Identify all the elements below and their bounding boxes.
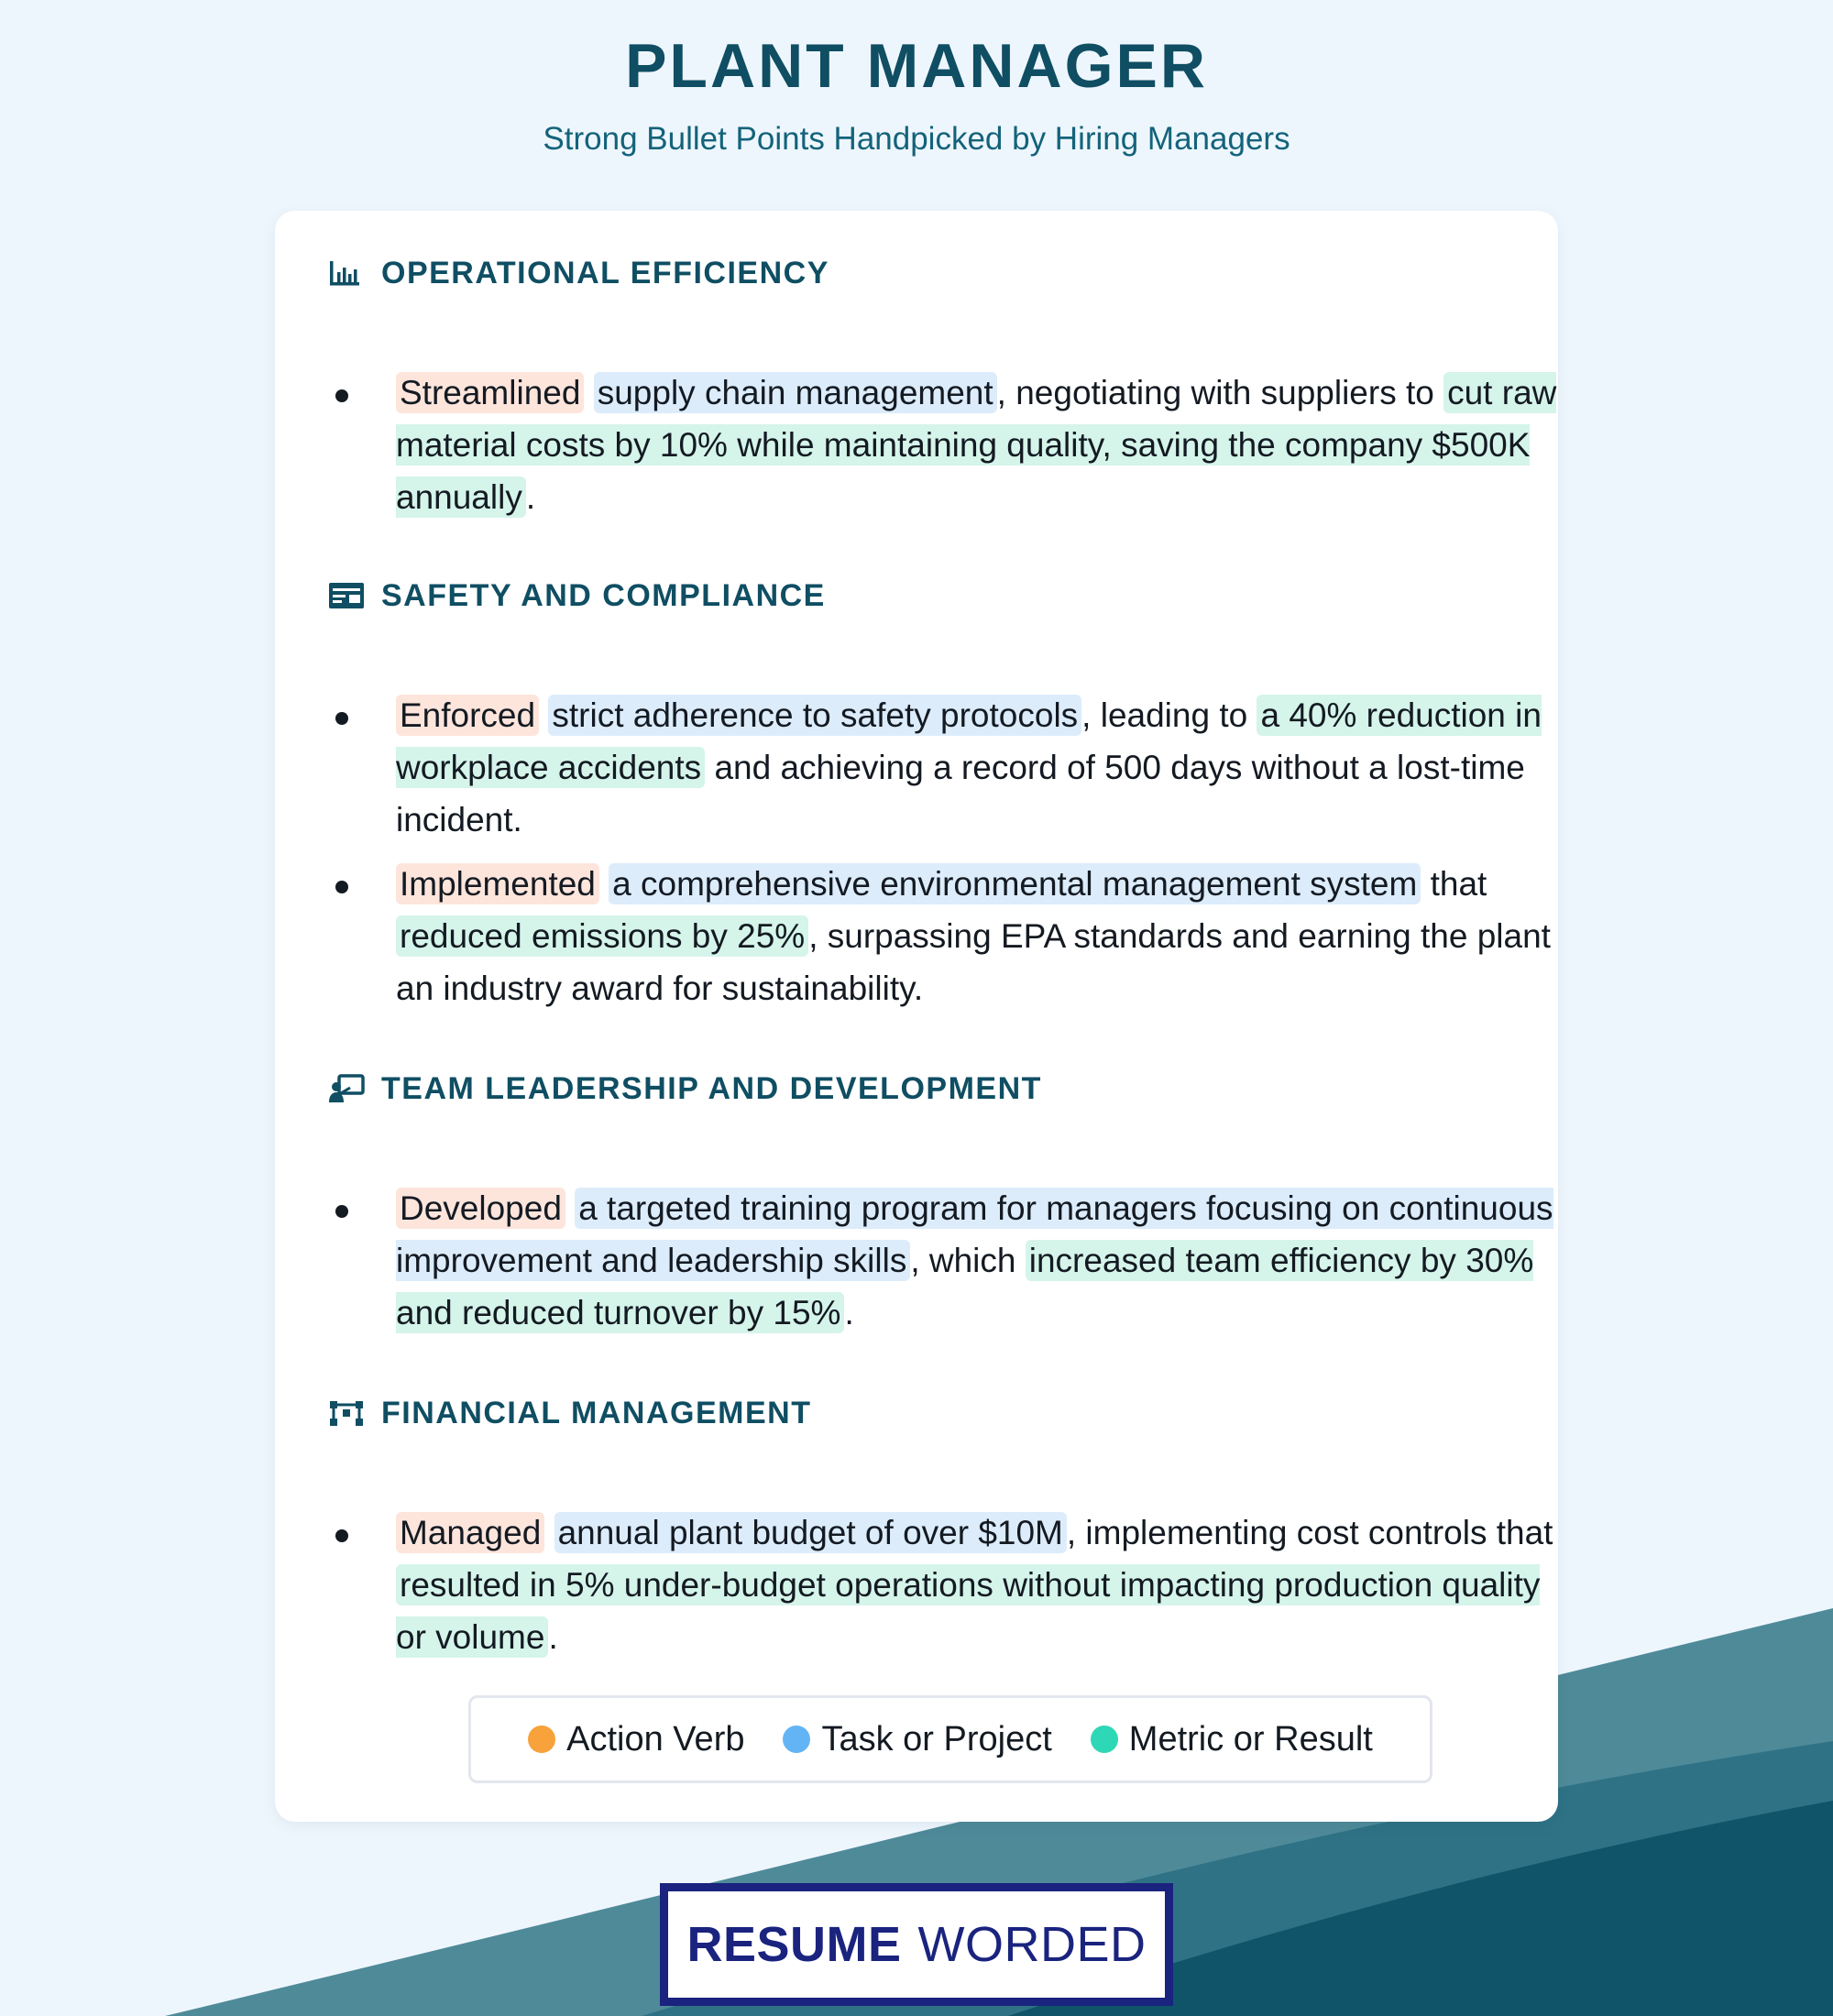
connector-text: , negotiating with suppliers to (996, 374, 1444, 411)
trailing-text: . (525, 478, 536, 516)
legend-item-metric (1091, 1720, 1373, 1759)
metric-phrase: cut raw material costs by 10% while maintaining quality, saving the company $500K annually (396, 374, 1557, 516)
network-icon (328, 1397, 363, 1429)
connector-text: , leading to (1081, 696, 1257, 734)
bullet-dot (335, 389, 348, 402)
metric-phrase: reduced emissions by 25% (396, 915, 808, 957)
legend-label: Action Verb (566, 1719, 745, 1759)
page-subtitle: Strong Bullet Points Handpicked by Hiring Managers (543, 121, 1290, 157)
connector-text: , implementing cost controls that (1066, 1514, 1553, 1551)
action-verb: Developed (396, 1188, 565, 1229)
metric-phrase: a 40% reduction in workplace accidents (396, 696, 1542, 786)
legend-item-action-verb (528, 1720, 744, 1759)
section-title: FINANCIAL MANAGEMENT (381, 1395, 812, 1430)
trailing-text: . (548, 1618, 558, 1656)
presentation-icon (328, 1073, 363, 1104)
section-title: OPERATIONAL EFFICIENCY (381, 255, 829, 290)
section-heading (328, 1391, 811, 1435)
bullet-text (396, 367, 1578, 523)
logo-bold-text: RESUME (686, 1917, 902, 1972)
task-phrase: annual plant budget of over $10M (554, 1512, 1067, 1553)
action-verb: Enforced (396, 695, 539, 736)
action-verb: Streamlined (396, 372, 584, 413)
metric-phrase: resulted in 5% under-budget operations without impacting production quality or volume (396, 1566, 1541, 1656)
orange-dot-icon (528, 1726, 555, 1753)
bullet-text (396, 1182, 1578, 1339)
section-heading (328, 574, 826, 618)
bullet-text (396, 858, 1578, 1014)
trailing-text: . (844, 1294, 854, 1331)
section-title: TEAM LEADERSHIP AND DEVELOPMENT (381, 1070, 1042, 1106)
bullet-text (396, 689, 1578, 846)
task-phrase: strict adherence to safety protocols (548, 695, 1081, 736)
page-header (0, 26, 1833, 159)
action-verb: Managed (396, 1512, 544, 1553)
teal-dot-icon (1091, 1726, 1118, 1753)
metric-phrase: increased team efficiency by 30% and reduced turnover by 15% (396, 1242, 1534, 1331)
trailing-text: and achieving a record of 500 days without a lost-time incident. (396, 749, 1525, 838)
bullet-text (396, 1507, 1578, 1663)
logo-regular-text: WORDED (917, 1917, 1147, 1972)
bullet-dot (335, 712, 348, 725)
highlight-legend (468, 1695, 1432, 1783)
id-card-icon (328, 580, 363, 611)
logo-box (668, 1891, 1165, 1998)
resume-worded-logo[interactable] (660, 1883, 1173, 2006)
section-heading (328, 1067, 1042, 1111)
bar-chart-icon (328, 257, 363, 289)
task-phrase: a targeted training program for managers focusing on continuous improvement and leadership skills (396, 1189, 1553, 1279)
page-title: PLANT MANAGER (625, 31, 1208, 101)
bullet-points-card (275, 211, 1558, 1822)
connector-text: , which (910, 1242, 1026, 1279)
legend-item-task (783, 1720, 1051, 1759)
section-heading (328, 251, 829, 295)
blue-dot-icon (783, 1726, 810, 1753)
legend-label: Metric or Result (1128, 1719, 1373, 1759)
task-phrase: supply chain management (594, 372, 997, 413)
legend-label: Task or Project (821, 1719, 1052, 1759)
task-phrase: a comprehensive environmental management system (609, 863, 1421, 904)
bullet-dot (335, 881, 348, 893)
bullet-dot (335, 1205, 348, 1218)
trailing-text: , surpassing EPA standards and earning the plant an industry award for sustainability. (396, 917, 1551, 1007)
action-verb: Implemented (396, 863, 599, 904)
connector-text: that (1421, 865, 1487, 903)
bullet-dot (335, 1529, 348, 1542)
section-title: SAFETY AND COMPLIANCE (381, 577, 826, 613)
